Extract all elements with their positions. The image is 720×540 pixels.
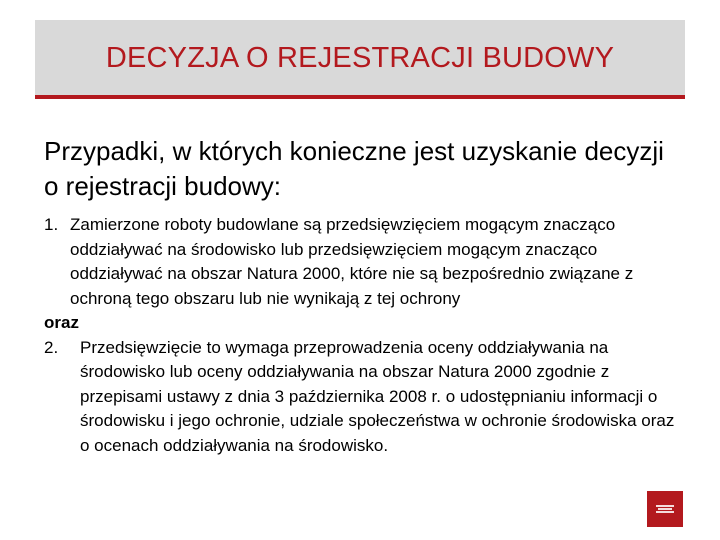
list-item (44, 213, 684, 311)
logo-mark (656, 505, 674, 507)
conjunction-text: oraz (44, 313, 79, 332)
slide-subtitle: Przypadki, w których konieczne jest uzyskanie decyzji o rejestracji budowy: (44, 136, 664, 201)
list-item-number: 2. (44, 337, 59, 357)
content-body (44, 213, 684, 458)
logo-mark (656, 511, 674, 513)
title-bar (35, 20, 685, 99)
slide-title: DECYZJA O REJESTRACJI BUDOWY (105, 42, 615, 74)
list-item-number: 1. (44, 215, 59, 234)
list-item-text: Zamierzone roboty budowlane są przedsięwzięciem mogącym znacząco oddziaływać na środowisko lub przedsięwzięciem mogącym znacząco oddziaływać na obszar Natura 2000, które nie są bezpośrednio związane z ochroną tego obszaru lub nie wynikają z tej ochrony (70, 215, 634, 308)
logo-icon (647, 491, 683, 527)
list-item (44, 336, 684, 459)
logo-mark (658, 508, 672, 510)
list-item-text: Przedsięwzięcie to wymaga przeprowadzenia oceny oddziaływania na środowisko lub oceny oddziaływania na obszar Natura 2000 zgodnie z przepisami ustawy z dnia 3 października 2008 r. o udostępnianiu informacji o środowisku i jego ochronie, udziale społeczeństwa w ochronie środowiska oraz o ocenach oddziaływania na środowisko. (80, 337, 675, 455)
